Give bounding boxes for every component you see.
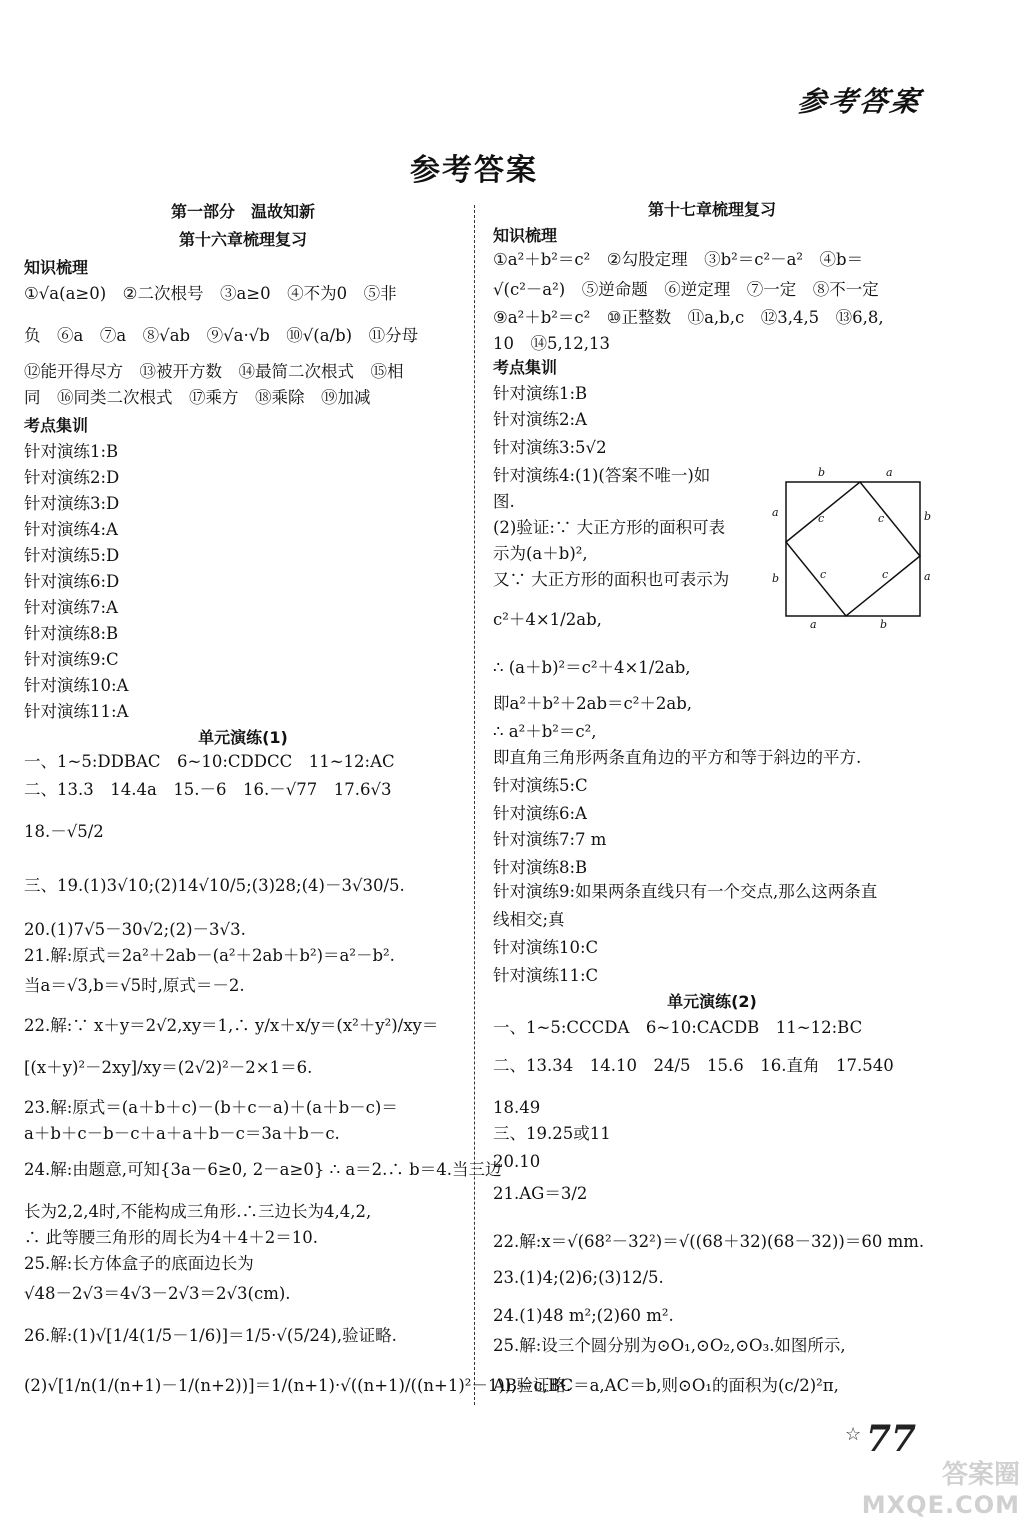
knowledge-line-2: 负 ⑥a ⑦a ⑧√ab ⑨√a·√b ⑩√(a/b) ⑪分母 bbox=[24, 326, 419, 345]
label-bottom-b: b bbox=[880, 618, 888, 631]
label-c: c bbox=[882, 568, 889, 581]
drill-item: 针对演练6:A bbox=[493, 804, 587, 823]
drill-item: 针对演练3:D bbox=[24, 494, 120, 513]
label-c: c bbox=[878, 512, 885, 525]
drill-text: c²＋4×1/2ab, bbox=[493, 610, 602, 629]
drill-item: 针对演练1:B bbox=[493, 384, 588, 403]
unit-1-line: 长为2,2,4时,不能构成三角形.∴三边长为4,4,2, bbox=[24, 1202, 372, 1221]
drill-item: 针对演练8:B bbox=[493, 858, 588, 877]
knowledge-line-2: √(c²－a²) ⑤逆命题 ⑥逆定理 ⑦一定 ⑧不一定 bbox=[493, 280, 879, 299]
unit-2-line: 18.49 bbox=[493, 1098, 541, 1117]
unit-1-line: ∴ 此等腰三角形的周长为4＋4＋2＝10. bbox=[24, 1228, 318, 1247]
watermark bbox=[840, 1460, 1020, 1520]
column-divider bbox=[474, 205, 475, 1405]
unit-1-line: 23.解:原式＝(a＋b＋c)－(b＋c－a)＋(a＋b－c)＝ bbox=[24, 1098, 398, 1117]
knowledge-line-4: 10 ⑭5,12,13 bbox=[493, 334, 610, 353]
knowledge-line-3: ⑫能开得尽方 ⑬被开方数 ⑭最简二次根式 ⑮相 bbox=[24, 362, 404, 381]
unit-1-line: 20.(1)7√5－30√2;(2)－3√3. bbox=[24, 920, 246, 939]
unit-2-line: 22.解:x＝√(68²－32²)＝√((68＋32)(68－32))＝60 mm. bbox=[493, 1232, 925, 1251]
unit-1-line: 二、13.3 14.4a 15.－6 16.－√77 17.6√3 bbox=[24, 780, 392, 799]
unit-1-title: 单元演练(1) bbox=[198, 728, 288, 747]
drill-text: 又∵ 大正方形的面积也可表示为 bbox=[493, 570, 730, 589]
corner-section-title: 参考答案 bbox=[794, 85, 925, 118]
unit-1-line: (2)√[1/n(1/(n+1)－1/(n+2))]＝1/(n+1)·√((n+1)/((n+1)²－1)),验证略. bbox=[24, 1376, 572, 1395]
unit-2-line: 24.(1)48 m²;(2)60 m². bbox=[493, 1306, 674, 1325]
drill-text: (2)验证:∵ 大正方形的面积可表 bbox=[493, 518, 726, 537]
part-title: 第一部分 温故知新 bbox=[170, 202, 315, 221]
drill-item: 针对演练5:C bbox=[493, 776, 588, 795]
unit-1-line: 25.解:长方体盒子的底面边长为 bbox=[24, 1254, 254, 1273]
knowledge-line-1: ①√a(a≥0) ②二次根号 ③a≥0 ④不为0 ⑤非 bbox=[24, 284, 397, 303]
unit-1-line: a＋b＋c－b－c＋a＋a＋b－c＝3a＋b－c. bbox=[24, 1124, 340, 1143]
unit-2-line: 三、19.25或11 bbox=[493, 1124, 611, 1143]
drill-item: 针对演练6:D bbox=[24, 572, 120, 591]
watermark-text: 答案圈 bbox=[941, 1460, 1020, 1490]
drill-item: 针对演练10:C bbox=[493, 938, 599, 957]
label-bottom-a: a bbox=[810, 618, 817, 631]
drill-text: ∴ a²＋b²＝c², bbox=[493, 722, 597, 741]
drill-text: 即直角三角形两条直角边的平方和等于斜边的平方. bbox=[493, 748, 862, 767]
drill-item: 针对演练2:A bbox=[493, 410, 587, 429]
page-title: 参考答案 bbox=[410, 153, 538, 188]
pythagoras-square-figure bbox=[768, 462, 938, 632]
drill-text: ∴ (a＋b)²＝c²＋4×1/2ab, bbox=[493, 658, 691, 677]
knowledge-line-3: ⑨a²＋b²＝c² ⑩正整数 ⑪a,b,c ⑫3,4,5 ⑬6,8, bbox=[493, 308, 884, 327]
unit-2-line: 20.10 bbox=[493, 1152, 541, 1171]
label-left-b: b bbox=[772, 572, 780, 585]
knowledge-line-1: ①a²＋b²＝c² ②勾股定理 ③b²＝c²－a² ④b＝ bbox=[493, 250, 864, 269]
label-left-a: a bbox=[772, 506, 779, 519]
drill-item: 针对演练10:A bbox=[24, 676, 129, 695]
unit-1-line: 18.－√5/2 bbox=[24, 822, 104, 841]
drill-item: 针对演练3:5√2 bbox=[493, 438, 607, 457]
drill-text: 即a²＋b²＋2ab＝c²＋2ab, bbox=[493, 694, 693, 713]
knowledge-heading: 知识梳理 bbox=[24, 258, 89, 277]
drill-text: 线相交;真 bbox=[493, 910, 565, 929]
label-c: c bbox=[818, 512, 825, 525]
drill-item: 针对演练7:7 m bbox=[493, 830, 607, 849]
label-top-a: a bbox=[886, 466, 893, 479]
label-top-b: b bbox=[818, 466, 826, 479]
drill-item: 针对演练1:B bbox=[24, 442, 119, 461]
drill-item: 针对演练4:A bbox=[24, 520, 118, 539]
unit-2-line: AB＝c,BC＝a,AC＝b,则⊙O₁的面积为(c/2)²π, bbox=[493, 1376, 839, 1395]
unit-1-line: 24.解:由题意,可知{3a－6≥0, 2－a≥0} ∴ a＝2.∴ b＝4.当三边 bbox=[24, 1160, 502, 1179]
unit-2-line: 21.AG＝3/2 bbox=[493, 1184, 588, 1203]
unit-1-line: √48－2√3＝4√3－2√3＝2√3(cm). bbox=[24, 1284, 291, 1303]
star-icon: ☆ bbox=[845, 1424, 862, 1445]
unit-1-line: 26.解:(1)√[1/4(1/5－1/6)]＝1/5·√(5/24),验证略. bbox=[24, 1326, 397, 1345]
drill-item: 针对演练2:D bbox=[24, 468, 120, 487]
chapter-17-title: 第十七章梳理复习 bbox=[647, 200, 776, 219]
outer-square bbox=[786, 482, 920, 616]
drills-heading: 考点集训 bbox=[24, 416, 89, 435]
knowledge-heading: 知识梳理 bbox=[493, 226, 558, 245]
drill-item: 针对演练9:C bbox=[24, 650, 119, 669]
drill-item: 针对演练5:D bbox=[24, 546, 120, 565]
drill-item: 针对演练8:B bbox=[24, 624, 119, 643]
unit-2-title: 单元演练(2) bbox=[667, 992, 757, 1011]
drill-item: 针对演练11:A bbox=[24, 702, 129, 721]
drill-item: 针对演练7:A bbox=[24, 598, 118, 617]
unit-1-line: 三、19.(1)3√10;(2)14√10/5;(3)28;(4)－3√30/5. bbox=[24, 876, 405, 895]
drill-text: 示为(a＋b)², bbox=[493, 544, 588, 563]
chapter-16-title: 第十六章梳理复习 bbox=[178, 230, 307, 249]
unit-1-line: 一、1~5:DDBAC 6~10:CDDCC 11~12:AC bbox=[24, 752, 395, 771]
drill-item: 针对演练4:(1)(答案不唯一)如 bbox=[493, 466, 711, 485]
label-right-a: a bbox=[924, 570, 931, 583]
unit-1-line: 22.解:∵ x＋y＝2√2,xy＝1,∴ y/x＋x/y＝(x²＋y²)/xy＝ bbox=[24, 1016, 439, 1035]
unit-1-line: 21.解:原式＝2a²＋2ab－(a²＋2ab＋b²)＝a²－b². bbox=[24, 946, 395, 965]
label-c: c bbox=[820, 568, 827, 581]
knowledge-line-4: 同 ⑯同类二次根式 ⑰乘方 ⑱乘除 ⑲加减 bbox=[24, 388, 371, 407]
unit-1-line: 当a＝√3,b＝√5时,原式＝－2. bbox=[24, 976, 245, 995]
drill-text: 图. bbox=[493, 492, 515, 511]
page-number: 77 bbox=[866, 1418, 917, 1460]
unit-2-line: 二、13.34 14.10 24/5 15.6 16.直角 17.540 bbox=[493, 1056, 894, 1075]
watermark-url: MXQE.COM bbox=[861, 1491, 1020, 1519]
unit-2-line: 25.解:设三个圆分别为⊙O₁,⊙O₂,⊙O₃.如图所示, bbox=[493, 1336, 846, 1355]
inner-square bbox=[786, 482, 920, 616]
label-right-b: b bbox=[924, 510, 932, 523]
drills-heading: 考点集训 bbox=[493, 358, 558, 377]
unit-1-line: [(x＋y)²－2xy]/xy＝(2√2)²－2×1＝6. bbox=[24, 1058, 313, 1077]
unit-2-line: 23.(1)4;(2)6;(3)12/5. bbox=[493, 1268, 664, 1287]
drill-item: 针对演练9:如果两条直线只有一个交点,那么这两条直 bbox=[493, 882, 878, 901]
drill-item: 针对演练11:C bbox=[493, 966, 599, 985]
unit-2-line: 一、1~5:CCCDA 6~10:CACDB 11~12:BC bbox=[493, 1018, 863, 1037]
